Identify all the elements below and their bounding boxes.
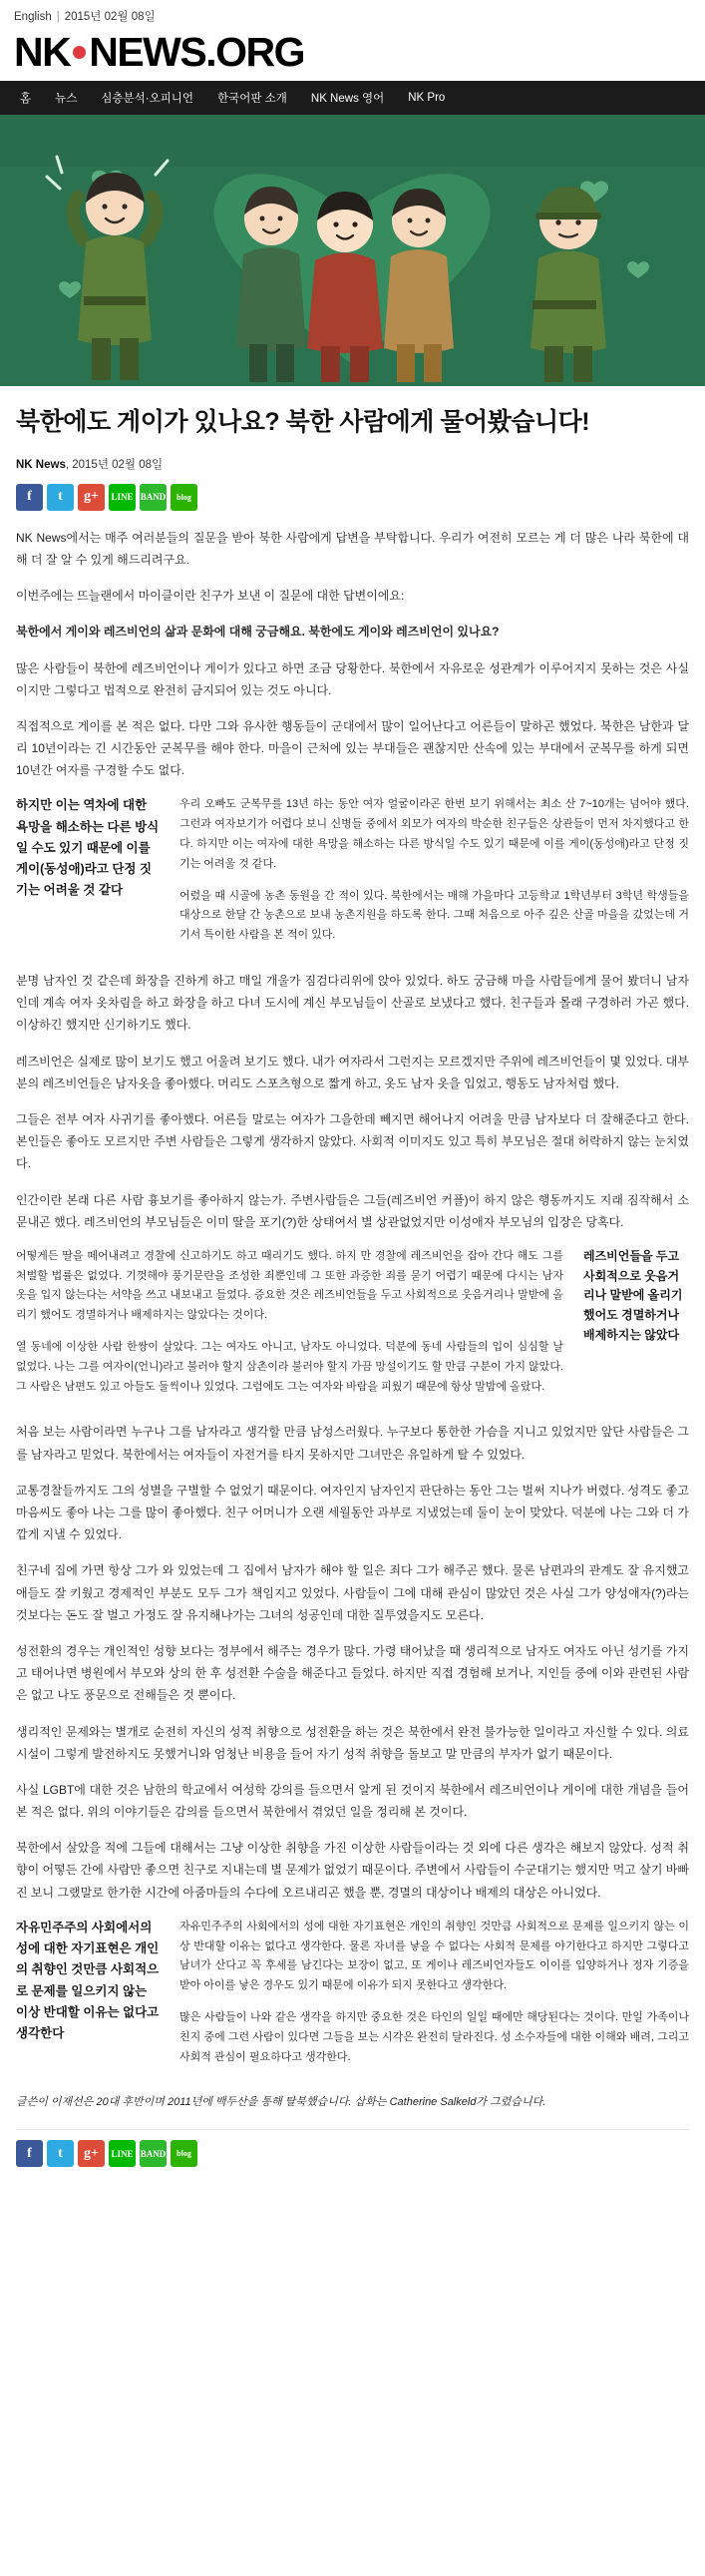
pullquote-text: 레즈비언들을 두고 사회적으로 웃음거리나 말받에 올리기 했어도 경멸하거나 배제하지는 않았다 xyxy=(583,1248,683,1343)
pullquote-text: 하지만 이는 역차에 대한 욕망을 해소하는 다른 방식일 수도 있기 때문에 이를 게이(동성애)라고 단정 짓기는 어려울 것 같다 xyxy=(16,798,160,898)
nav-item-analysis-opinion[interactable]: 심층분석·오피니언 xyxy=(101,93,194,105)
nav-item-nkpro[interactable]: NK Pro xyxy=(408,92,446,104)
logo-text-news: NEWS xyxy=(89,29,206,75)
article-paragraph: 친구네 집에 가면 항상 그가 와 있었는데 그 집에서 남자가 해야 할 일은 죄다 그가 해주곤 했다. 물론 남편과의 관계도 잘 유지했고 애들도 잘 키웠고 경제적인 부분도 모두 그가 책임지고 있었다. 사람들이 그에 대해 관심이 많았던 것은 사실 그가 양성애자(?)라는 것보다는 돈도 잘 벌고 가정도 잘 유지해나가는 그녀의 성공인데 대한 질투였을지도 모른다. xyxy=(16,1563,689,1622)
article-headline: 북한에도 게이가 있나요? 북한 사람에게 물어봤습니다! xyxy=(16,408,590,436)
share-facebook-button[interactable]: f xyxy=(16,484,43,511)
logo-text-org: .ORG xyxy=(205,29,305,75)
site-logo[interactable] xyxy=(14,29,305,75)
share-line-button[interactable]: LINE xyxy=(109,2140,136,2167)
hero-illustration-svg xyxy=(0,115,705,386)
pullquote-block-final xyxy=(16,1918,689,2080)
article-paragraph: 직접적으로 게이를 본 적은 없다. 다만 그와 유사한 행동들이 군대에서 많이 일어난다고 어른들이 말하곤 했었다. 북한은 남한과 달리 10년이라는 긴 시간동안 군복무를 해야 한다. 마을이 근처에 있는 부대들은 괜찮지만 산속에 있는 부대에서 군복무를 하게 되면 10년간 여자를 구경할 수도 없다. xyxy=(16,718,689,778)
article-paragraph: 북한에서 살았을 적에 그들에 대해서는 그냥 이상한 취향을 가진 이상한 사람들이라는 것 외에 다른 생각은 해보지 않았다. 성적 취향이 어떻든 간에 사람만 좋으면 친구로 지내는데 별 문제가 없었기 때문이다. 주변에서 사람들이 수군대기는 했지만 먹고 살기 바빠진 보니 그랬말로 한가한 시간에 아줌마들의 수다에 오르내리곤 했을 뿐, 경멸의 대상이나 배제의 대상은 아니었다. xyxy=(16,1841,689,1900)
share-bar-bottom xyxy=(16,2140,689,2167)
share-twitter-button[interactable]: t xyxy=(47,484,74,511)
article-paragraph: NK News에서는 매주 여러분들의 질문을 받아 북한 사람에게 답변을 부탁합니다. 우리가 여전히 모르는 게 더 많은 나라 북한에 대해 더 잘 알 수 있게 해드리려구요. xyxy=(16,530,689,567)
hero-illustration xyxy=(0,115,705,386)
lang-separator: | xyxy=(56,11,60,23)
pullquote-block-left xyxy=(16,795,689,958)
nav-item-home[interactable]: 홈 xyxy=(20,93,32,105)
article-paragraph: 분명 남자인 것 같은데 화장을 진하게 하고 매일 개울가 짐검다리위에 앉아 있었다. 하도 궁금해 마을 사람들에게 물어 봤더니 남자인데 계속 여자 옷차림을 하고 화장을 하고 다녀 도시에 계신 부모님들이 산골로 보냈다고 했다. 친구들과 몰래 구경하러 가곤 했다. 이상하긴 했지만 신기하기도 했다. xyxy=(16,974,689,1033)
article-date: 2015년 02월 08일 xyxy=(72,458,164,471)
share-band-button[interactable]: BAND xyxy=(140,484,167,511)
main-navigation xyxy=(0,81,705,115)
logo-text-nk: NK xyxy=(14,29,71,75)
share-blog-button[interactable]: blog xyxy=(171,484,197,511)
share-bar-top xyxy=(16,484,689,511)
pullquote-block-right xyxy=(16,1247,689,1410)
nav-item-news[interactable]: 뉴스 xyxy=(55,93,78,105)
share-twitter-button[interactable]: t xyxy=(47,2140,74,2167)
article-author[interactable]: NK News xyxy=(16,458,66,471)
share-google-plus-button[interactable]: g+ xyxy=(78,484,105,511)
article-paragraph: 우리 오빠도 군복무를 13년 하는 동안 여자 얼굴이라곤 한번 보기 위해서는 최소 산 7~10개는 넘어야 했다. 그런과 여자보기가 어렵다 보니 신병들 중에서 외모가 여자의 박순한 친구들은 상관들이 먼저 차지했다고 한다. 하지만 이는 여자에 대한 욕망을 해소하는 다른 방식일 수도 있기 때문에 이를 게이(동성애)라고 단정 짓기는 어려울 것 같다. xyxy=(179,798,689,870)
language-switch-link[interactable]: English xyxy=(14,11,52,23)
article-body xyxy=(16,527,689,2113)
article-paragraph: 자유민주주의 사회에서의 성에 대한 자기표현은 개인의 취향인 것만큼 사회적으로 문제를 일으키지 않는 이상 반대할 이유는 없다고 생각한다. 물론 자녀를 낳을 수 없다는 사회적 문제를 야기한다고 하지만 그렇다고 남녀가 산다고 꼭 후세를 남긴다는 보장이 없고, 또 게이나 레즈비언자들도 이이를 입양하거나 정자 기증을 받아 아이를 낳은 경우도 있기 때문에 이유가 되지 못한다고 생각한다. xyxy=(179,1920,689,1992)
nav-item-about-korean[interactable]: 한국어판 소개 xyxy=(217,93,287,105)
article-paragraph: 레즈비언은 실제로 많이 보기도 했고 어울려 보기도 했다. 내가 여자라서 그런지는 모르겠지만 주위에 레즈비언들이 몇 있었다. 대부분의 레즈비언들은 남자옷을 좋아했다. 머리도 스포츠형으로 짧게 하고, 옷도 남자 옷을 입었고, 행동도 남자처럼 했다. xyxy=(16,1054,689,1090)
article-paragraph: 사실 LGBT에 대한 것은 남한의 학교에서 여성학 강의를 들으면서 알게 된 것이지 북한에서 레즈비언이나 게이에 대한 개념을 들어본 적은 없다. 위의 이야기들은 감의를 들으면서 북한에서 겪었던 일을 정리해 본 것이다. xyxy=(16,1782,689,1820)
footer-divider xyxy=(16,2129,689,2130)
article-paragraph: 이번주에는 뜨늘랜에서 마이클이란 친구가 보낸 이 질문에 대한 답변이에요: xyxy=(16,589,405,604)
logo-dot-icon xyxy=(73,46,86,59)
article xyxy=(0,386,705,2191)
pullquote-body-column xyxy=(16,1247,563,1410)
article-paragraph: 많은 사람들이 북한에 레즈비언이나 게이가 있다고 하면 조금 당황한다. 북한에서 자유로운 성관계가 이루어지지 못하는 것은 사실이지만 그렇다고 법적으로 완전히 금지되어 있는 것도 아니다. xyxy=(16,660,689,697)
article-paragraph: 교통경찰들까지도 그의 성별을 구별할 수 없었기 때문이다. 여자인지 남자인지 판단하는 동안 그는 벌써 지나가 버렸다. 성격도 좋고 마음씨도 좋아 나는 그를 많이 좋아했다. 친구 어머니가 오랜 세월동안 과부로 지냈었는데 둘이 눈이 맞았다. 덕분에 나는 그와 더 가깝게 지낼 수 있었다. xyxy=(16,1483,689,1542)
article-footnote xyxy=(16,2093,689,2113)
article-paragraph: 처음 보는 사람이라면 누구나 그를 남자라고 생각할 만큼 남성스러웠다. 누구보다 통한한 가슴을 지니고 있었지만 앞단 사람들은 그를 남자라고 믿었다. 북한에서는 여자들이 자전거를 타지 못하지만 그녀만은 유일하게 탈 수 있었다. xyxy=(16,1425,689,1462)
share-blog-button[interactable]: blog xyxy=(171,2140,197,2167)
reader-question: 북한에서 게이와 레즈비언의 삶과 문화에 대해 궁금해요. 북한에도 게이와 레즈비언이 있나요? xyxy=(16,625,500,640)
article-paragraph: 어떻게든 딸을 떼어내려고 경찰에 신고하기도 하고 때리기도 했다. 하지 만 경찰에 레즈비언을 잡아 간다 해도 그를 처벌할 법률은 없었다. 기껏해야 풍기문란을 조성한 죄뿐인데 그 또한 과증한 죄를 묻기 어렵기 때문에 다시는 남자 옷을 입지 않는다는 서약을 쓰고 내보내고 들었다. 증요한 것은 레즈비언들을 두고 사회적으로 웃음거리나 말받에 올리기 했어도 경멸하거나 배제하지는 않았다는 것이다. xyxy=(16,1249,563,1322)
masthead xyxy=(0,30,705,81)
share-line-button[interactable]: LINE xyxy=(109,484,136,511)
pullquote-body-column xyxy=(179,795,689,958)
article-paragraph: 성전환의 경우는 개인적인 성향 보다는 정부에서 해주는 경우가 많다. 가령 태어났을 때 생리적으로 남자도 여자도 아닌 성기를 가지고 태어나면 병원에서 부모와 상의 한 후 성전환 수술을 해준다고 들었다. 하지만 직접 경험해 보거나, 지인들 중에 이와 관련된 사람은 없고 나도 풍문으로 전해들은 것 뿐이다. xyxy=(16,1643,689,1703)
article-byline: NK News, 2015년 02월 08일 xyxy=(16,458,164,471)
pullquote-body-column xyxy=(179,1918,689,2080)
article-paragraph: 어렸을 때 시골에 농촌 동원을 간 적이 있다. 북한에서는 매해 가을마다 고등학교 1학년부터 3학년 학생들을 대상으로 한달 간 농촌으로 보내 농촌지원을 하도록 한다. 그때 처음으로 아주 깊은 산골 마을을 갔었는데 거기서 특이한 사람을 본 적이 있다. xyxy=(179,889,689,942)
share-band-button[interactable]: BAND xyxy=(140,2140,167,2167)
article-paragraph: 많은 사람들이 나와 같은 생각을 하지만 중요한 것은 타인의 일일 때에만 해당된다는 것이다. 만일 가족이나 친지 중에 그런 사람이 있다면 그들을 보는 시각은 완전히 달라진다. 성 소수자들에 대한 이해와 배려, 그리고 사회적 관심이 필요하다고 생각한다. xyxy=(179,2011,689,2063)
article-paragraph: 인간이란 본래 다른 사람 흉보기를 좋아하지 않는가. 주변사람들은 그들(레즈비언 커플)이 하지 않은 행동까지도 지래 짐작해서 소문내곤 했다. 레즈비언의 부모님들은 이미 딸을 포기(?)한 상태여서 별 상관없었지만 이성애자 부모님의 입장은 당혹다. xyxy=(16,1192,689,1229)
pullquote-text: 자유민주주의 사회에서의 성에 대한 자기표현은 개인의 취향인 것만큼 사회적으로 문제를 일으키지 않는 이상 반대할 이유는 없다고 생각한다 xyxy=(16,1920,160,2041)
article-paragraph: 그들은 전부 여자 사귀기를 좋아했다. 어른들 말로는 여자가 그을한데 빼지면 해어나지 어려울 만큼 남자보다 더 잘해준다고 한다. 본인들은 좋아도 모르지만 주변 사람들은 그렇게 생각하지 않았다. 사회적 이미지도 있고 특히 부모님은 절대 허락하지 않는 눈치였다. xyxy=(16,1111,689,1171)
share-google-plus-button[interactable]: g+ xyxy=(78,2140,105,2167)
article-paragraph: 생리적인 문제와는 별개로 순전히 자신의 성적 취향으로 성전환을 하는 것은 북한에서 완전 불가능한 일이라고 자신할 수 있다. 의료시설이 그렇게 발전하지도 못했거니와 엄청난 비용을 들어 자기 성적 취향을 돌보고 말 만큼의 부자가 없기 때문이다. xyxy=(16,1724,689,1761)
footnote-text: 글쓴이 이재선은 20대 후반이며 2011년에 백두산을 통해 탈북했습니다. 삽화는 Catherine Salkeld가 그렸습니다. xyxy=(16,2096,546,2109)
article-paragraph: 열 동네에 이상한 사람 한쌍이 살았다. 그는 여자도 아니고, 남자도 아니었다. 덕분에 동네 사람들의 입이 심심할 날 없었다. 나는 그를 여자이(언니)라고 불러야 할지 삼촌이라 불러야 할지 가끔 망설이기도 할 만큼 구분이 가지 않았다. 그 사람은 남편도 있고 아들도 둘씩이나 있었다. 그럼에도 그는 여자와 바람을 피웠기 때문에 항상 말밤에 올랐다. xyxy=(16,1341,563,1393)
language-bar xyxy=(0,0,705,30)
share-facebook-button[interactable]: f xyxy=(16,2140,43,2167)
nav-item-nknews-english[interactable]: NK News 영어 xyxy=(310,93,385,105)
current-date: 2015년 02월 08일 xyxy=(64,11,156,23)
